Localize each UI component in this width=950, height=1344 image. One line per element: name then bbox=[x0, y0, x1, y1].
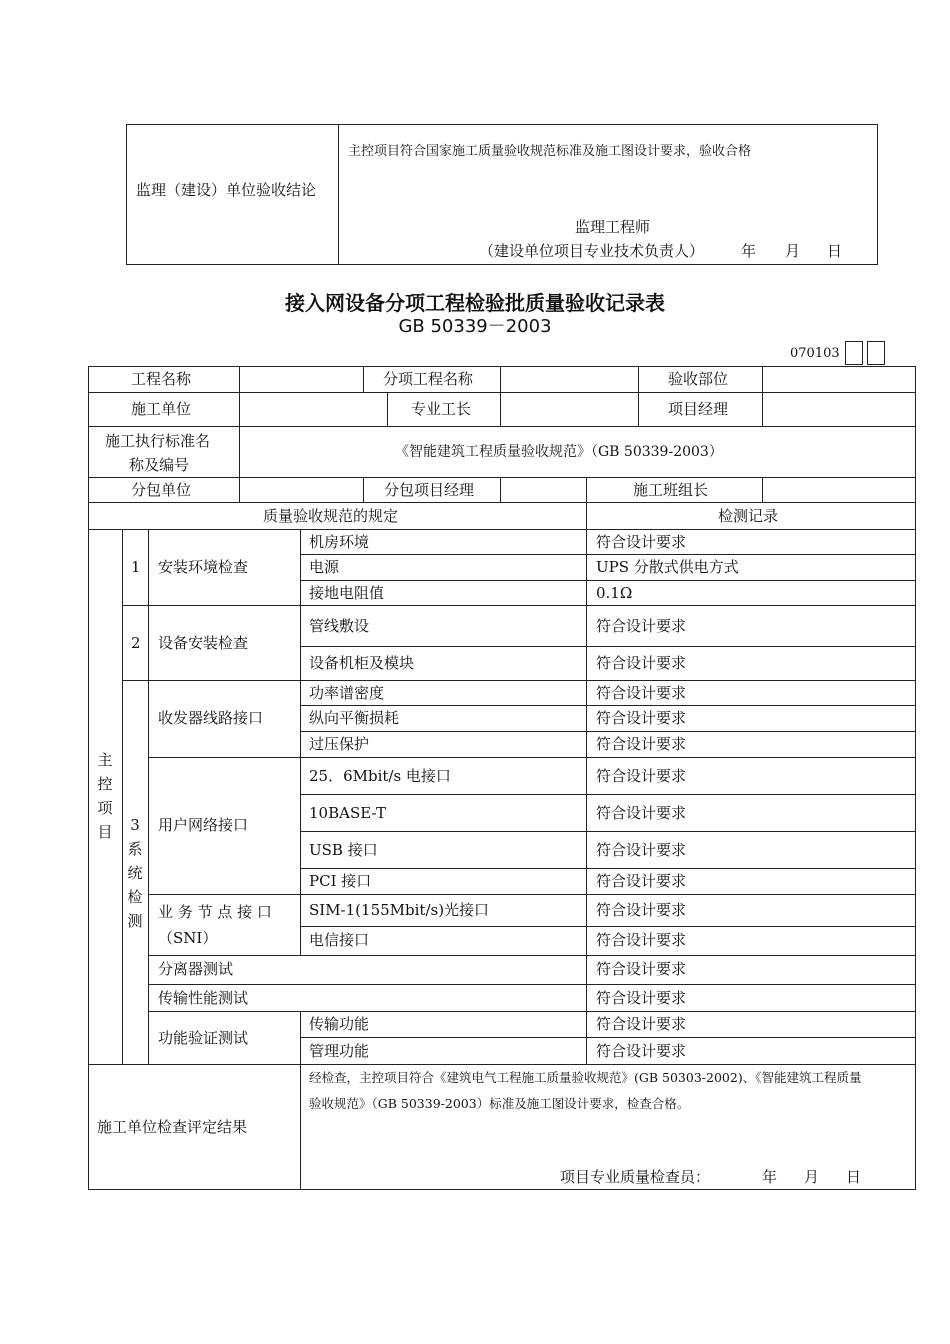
table-row-item: 接地电阻值 bbox=[309, 584, 385, 602]
supervision-conclusion-label: 监理（建设）单位验收结论 bbox=[136, 181, 317, 199]
group-1-name: 安装环境检查 bbox=[158, 558, 249, 576]
sub-project-manager-label: 分包项目经理 bbox=[384, 481, 475, 499]
table-row-record: 符合设计要求 bbox=[596, 1042, 687, 1060]
owner-technical-lead-label: （建设单位项目专业技术负责人） bbox=[479, 242, 705, 260]
table-row-item: SIM-1(155Mbit/s)光接口 bbox=[309, 901, 490, 919]
table-row-item: 电信接口 bbox=[309, 931, 370, 949]
user-network-interface-label: 用户网络接口 bbox=[158, 816, 249, 834]
sni-label-line2: （SNI） bbox=[158, 929, 218, 947]
table-row-record: 符合设计要求 bbox=[596, 1015, 687, 1033]
form-standard: GB 50339－2003 bbox=[398, 316, 552, 337]
splitter-test-label: 分离器测试 bbox=[158, 960, 234, 978]
table-row-record: 符合设计要求 bbox=[596, 654, 687, 672]
sub-project-name-label: 分项工程名称 bbox=[383, 370, 474, 388]
table-row-record: 符合设计要求 bbox=[596, 533, 687, 551]
table-row-item: 过压保护 bbox=[309, 735, 370, 753]
table-row-item: 纵向平衡损耗 bbox=[309, 709, 400, 727]
table-row-item: 管理功能 bbox=[309, 1042, 370, 1060]
table-row-record: UPS 分散式供电方式 bbox=[596, 558, 739, 576]
table-row-record: 符合设计要求 bbox=[596, 931, 687, 949]
system-test-label: 3 系 统 检 测 bbox=[127, 816, 143, 930]
inspection-month-label: 月 bbox=[804, 1168, 820, 1186]
inspection-day-label: 日 bbox=[846, 1168, 862, 1186]
table-row-item: 电源 bbox=[309, 558, 340, 576]
supervising-engineer-label: 监理工程师 bbox=[575, 218, 651, 236]
table-row-record: 符合设计要求 bbox=[596, 684, 687, 702]
table-row-record: 符合设计要求 bbox=[596, 989, 687, 1007]
date-year-label: 年 bbox=[741, 242, 757, 260]
group-2-name: 设备安装检查 bbox=[158, 634, 249, 652]
standard-label-line2: 称及编号 bbox=[129, 456, 190, 474]
subcontractor-label: 分包单位 bbox=[131, 481, 192, 499]
table-row-record: 符合设计要求 bbox=[596, 709, 687, 727]
table-row-record: 0.1Ω bbox=[596, 584, 633, 602]
form-code-box-2[interactable] bbox=[867, 341, 885, 365]
construction-check-result-label: 施工单位检查评定结果 bbox=[97, 1118, 248, 1136]
team-leader-label: 施工班组长 bbox=[633, 481, 709, 499]
table-row-record: 符合设计要求 bbox=[596, 767, 687, 785]
supervision-conclusion-text: 主控项目符合国家施工质量验收规范标准及施工图设计要求，验收合格 bbox=[348, 144, 752, 159]
table-row-item: 10BASE-T bbox=[309, 804, 386, 822]
table-row-item: USB 接口 bbox=[309, 841, 378, 859]
project-name-label: 工程名称 bbox=[131, 370, 192, 388]
table-row-item: 机房环境 bbox=[309, 533, 370, 551]
foreman-label: 专业工长 bbox=[411, 400, 472, 418]
table-row-record: 符合设计要求 bbox=[596, 901, 687, 919]
date-month-label: 月 bbox=[785, 242, 801, 260]
transmission-test-label: 传输性能测试 bbox=[158, 989, 249, 1007]
sni-label-line1: 业 务 节 点 接 口 bbox=[158, 903, 272, 921]
date-day-label: 日 bbox=[827, 242, 843, 260]
quality-inspector-label: 项目专业质量检查员： bbox=[560, 1168, 711, 1186]
table-row-record: 符合设计要求 bbox=[596, 617, 687, 635]
construction-unit-label: 施工单位 bbox=[131, 400, 192, 418]
table-row-item: 功率谱密度 bbox=[309, 684, 385, 702]
table-row-item: 25．6Mbit/s 电接口 bbox=[309, 767, 451, 785]
construction-check-result-text-2: 验收规范》（GB 50339-2003）标准及施工图设计要求，检查合格。 bbox=[309, 1096, 690, 1111]
inspection-year-label: 年 bbox=[762, 1168, 778, 1186]
table-row-record: 符合设计要求 bbox=[596, 735, 687, 753]
table-row-item: 设备机柜及模块 bbox=[309, 654, 415, 672]
table-row-item: 管线敷设 bbox=[309, 617, 370, 635]
spec-column-header: 质量验收规范的规定 bbox=[263, 507, 399, 525]
table-row-record: 符合设计要求 bbox=[596, 872, 687, 890]
group-1-number: 1 bbox=[131, 558, 141, 576]
form-code: 070103 bbox=[790, 346, 840, 361]
form-code-box-1[interactable] bbox=[845, 341, 863, 365]
transceiver-interface-label: 收发器线路接口 bbox=[158, 709, 264, 727]
table-row-item: PCI 接口 bbox=[309, 872, 372, 890]
main-control-items-label: 主 控 项 目 bbox=[97, 751, 113, 841]
construction-check-result-text-1: 经检查，主控项目符合《建筑电气工程施工质量验收规范》(GB 50303-2002)、《智能建筑工程质量 bbox=[309, 1070, 862, 1085]
table-row-item: 传输功能 bbox=[309, 1015, 370, 1033]
record-column-header: 检测记录 bbox=[718, 507, 779, 525]
table-row-record: 符合设计要求 bbox=[596, 960, 687, 978]
group-2-number: 2 bbox=[131, 634, 141, 652]
acceptance-part-label: 验收部位 bbox=[668, 370, 729, 388]
function-test-label: 功能验证测试 bbox=[158, 1029, 249, 1047]
project-manager-label: 项目经理 bbox=[668, 400, 729, 418]
standard-value: 《智能建筑工程质量验收规范》（GB 50339-2003） bbox=[395, 444, 723, 460]
table-row-record: 符合设计要求 bbox=[596, 841, 687, 859]
table-row-record: 符合设计要求 bbox=[596, 804, 687, 822]
standard-label-line1: 施工执行标准名 bbox=[105, 432, 211, 450]
form-title: 接入网设备分项工程检验批质量验收记录表 bbox=[285, 291, 665, 315]
